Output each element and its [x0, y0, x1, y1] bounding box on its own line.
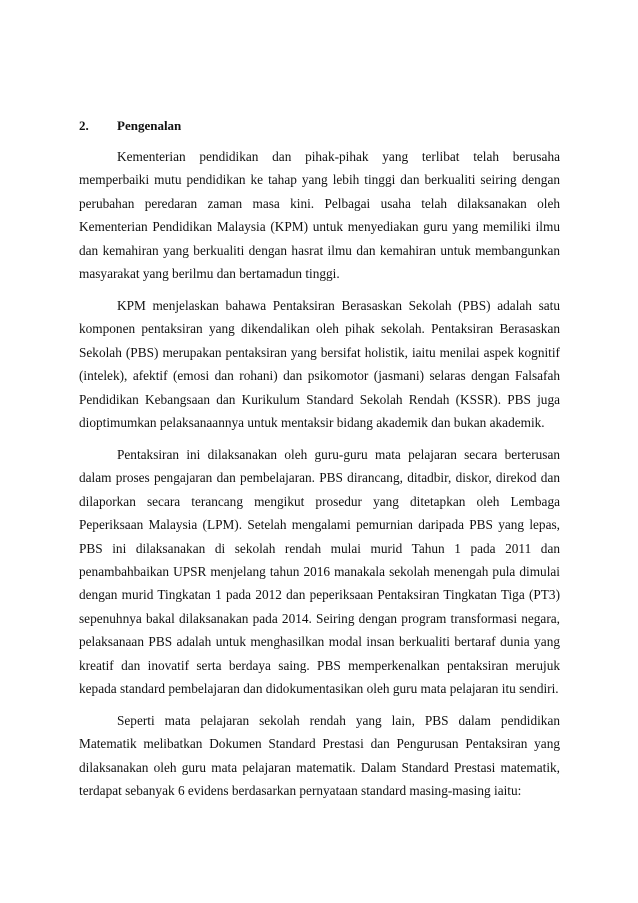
paragraph-intro: Kementerian pendidikan dan pihak-pihak yang terlibat telah berusaha memperbaiki mutu pendidikan ke tahap yang lebih tinggi dan berkualiti seiring dengan perubahan peredaran zaman masa kini. Pelbagai usaha telah dilaksanakan oleh Kementerian Pendidikan Malaysia (KPM) untuk menyediakan guru yang memiliki ilmu dan kemahiran yang berkualiti dengan hasrat ilmu dan kemahiran untuk membangunkan masyarakat yang berilmu dan bertamadun tinggi.	[79, 149, 560, 282]
section-number: 2.	[79, 118, 89, 133]
section-title: Pengenalan	[117, 118, 182, 133]
paragraph-pbs-implementation: Pentaksiran ini dilaksanakan oleh guru-guru mata pelajaran secara berterusan dalam proses pengajaran dan pembelajaran. PBS dirancang, ditadbir, diskor, direkod dan dilaporkan secara terancang mengikut prosedur yang ditetapkan oleh Lembaga Peperiksaan Malaysia (LPM). Setelah mengalami pemurnian daripada PBS yang lepas, PBS ini dilaksanakan di sekolah rendah mulai murid Tahun 1 pada 2011 dan penambahbaikan UPSR menjelang tahun 2016 manakala sekolah menengah pula dimulai dengan murid Tingkatan 1 pada 2012 dan peperiksaan Pentaksiran Tingkatan Tiga (PT3) sepenuhnya bakal dilaksanakan pada 2014. Seiring dengan program transformasi negara, pelaksanaan PBS adalah untuk menghasilkan modal insan berkualiti bertaraf dunia yang kreatif dan inovatif serta berdaya saing. PBS memperkenalkan pentaksiran merujuk kepada standard pembelajaran dan didokumentasikan oleh guru mata pelajaran itu sendiri.	[79, 447, 560, 697]
paragraph-pbs-definition: KPM menjelaskan bahawa Pentaksiran Berasaskan Sekolah (PBS) adalah satu komponen pentaksiran yang dikendalikan oleh pihak sekolah. Pentaksiran Berasaskan Sekolah (PBS) merupakan pentaksiran yang bersifat holistik, iaitu menilai aspek kognitif (intelek), afektif (emosi dan rohani) dan psikomotor (jasmani) selaras dengan Falsafah Pendidikan Kebangsaan dan Kurikulum Standard Sekolah Rendah (KSSR). PBS juga dioptimumkan pelaksanaannya untuk mentaksir bidang akademik dan bukan akademik.	[79, 298, 560, 431]
paragraph-mathematics: Seperti mata pelajaran sekolah rendah yang lain, PBS dalam pendidikan Matematik melibatkan Dokumen Standard Prestasi dan Pengurusan Pentaksiran yang dilaksanakan oleh guru mata pelajaran matematik. Dalam Standard Prestasi matematik, terdapat sebanyak 6 evidens berdasarkan pernyataan standard masing-masing iaitu:	[79, 713, 560, 799]
section-heading	[79, 118, 181, 134]
